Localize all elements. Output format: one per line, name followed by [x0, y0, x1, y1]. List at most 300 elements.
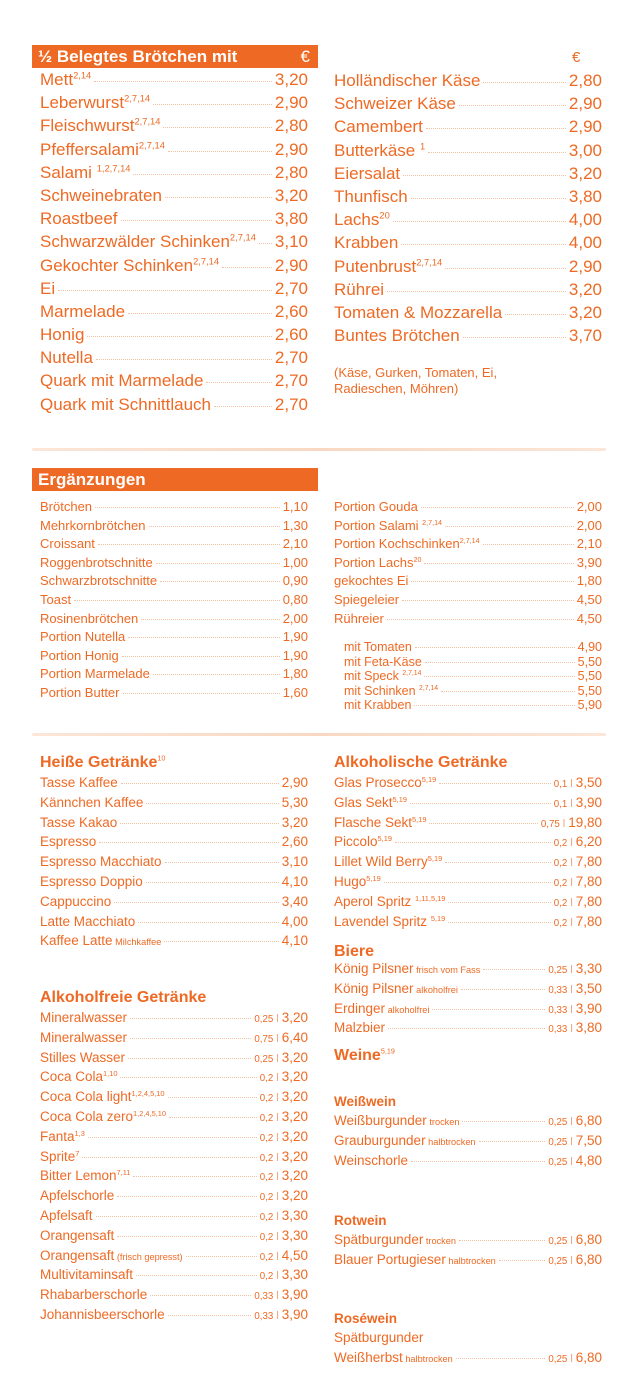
volume-unit: l — [276, 1230, 279, 1243]
menu-item-price: 3,20 — [281, 1069, 308, 1085]
menu-item-name-text: Schwarzbrotschnitte — [40, 573, 158, 589]
volume-unit: l — [570, 778, 573, 790]
buntes-note — [334, 365, 602, 397]
menu-item-price: 3,20 — [281, 1168, 308, 1184]
menu-item-price: 5,50 — [577, 669, 602, 683]
dot-leader — [160, 581, 280, 582]
volume-unit: l — [570, 797, 573, 810]
soft-drinks-list — [40, 1010, 308, 1327]
menu-item-name — [334, 280, 384, 300]
menu-item-allergen-sup: 1,2,7,14 — [96, 163, 131, 174]
buntes-note-line1: (Käse, Gurken, Tomaten, Ei, — [334, 365, 498, 380]
menu-item-name-text: Schweizer Käse — [334, 94, 456, 114]
menu-item — [40, 666, 308, 685]
menu-item — [334, 257, 602, 280]
menu-item-name-text: Portion Marmelade — [40, 666, 150, 682]
menu-item-name — [334, 981, 458, 996]
menu-item-name-text: Weißburgunder — [334, 1113, 427, 1128]
menu-item-price: 3,20 — [281, 1148, 308, 1164]
menu-item-name — [40, 518, 146, 533]
menu-item-name-text: Marmelade — [40, 301, 126, 321]
volume-unit: l — [276, 1013, 279, 1025]
menu-item-allergen-sup: 5,19 — [427, 854, 443, 863]
menu-item-price: 7,80 — [575, 873, 602, 889]
dot-leader — [165, 862, 279, 863]
menu-item-volume: 0,1 — [553, 798, 568, 810]
menu-item — [334, 536, 602, 555]
menu-item-price: 4,10 — [281, 873, 308, 889]
menu-item-allergen-sup: 5,19 — [366, 873, 381, 883]
menu-item — [334, 141, 602, 164]
menu-item — [334, 698, 602, 713]
menu-item-name-text: Portion Lachs — [334, 554, 414, 570]
menu-item-name-text: Weinschorle — [334, 1152, 409, 1168]
menu-item-name-text: Sprite — [40, 1148, 76, 1164]
menu-item-price: 2,70 — [274, 278, 308, 298]
menu-item-name — [334, 1232, 456, 1247]
menu-item-price: 2,10 — [576, 536, 602, 552]
menu-item — [40, 348, 308, 371]
menu-item-price: 3,00 — [568, 140, 602, 160]
menu-item — [40, 395, 308, 418]
menu-item — [40, 1109, 308, 1129]
dot-leader — [96, 359, 272, 360]
menu-item-price: 2,00 — [576, 517, 602, 533]
menu-item-name — [40, 1307, 165, 1322]
volume-unit: l — [276, 1270, 279, 1283]
dot-leader — [120, 823, 278, 824]
menu-item — [40, 536, 308, 555]
dot-leader — [82, 1157, 256, 1158]
menu-item — [334, 555, 602, 574]
dot-leader — [128, 313, 272, 314]
menu-item-name — [40, 933, 161, 948]
menu-item-name — [334, 795, 407, 810]
menu-item-price: 3,70 — [568, 326, 602, 346]
menu-item — [40, 914, 308, 934]
menu-item-name — [40, 1030, 127, 1045]
menu-item-price: 3,40 — [281, 893, 308, 909]
red-wine-title: Rotwein — [334, 1213, 387, 1228]
menu-item-price: 3,20 — [281, 1128, 308, 1144]
menu-item — [334, 834, 602, 854]
menu-item-note: alkoholfrei — [385, 1004, 430, 1015]
menu-item-volume: 0,33 — [254, 1291, 274, 1303]
menu-item-name-text: Buntes Brötchen — [334, 326, 460, 346]
menu-item-price: 3,80 — [575, 1020, 602, 1036]
menu-item — [334, 854, 602, 874]
menu-item-price: 7,80 — [575, 893, 602, 909]
menu-item — [40, 1287, 308, 1307]
menu-item-price: 4,10 — [281, 933, 308, 949]
dot-leader — [206, 382, 271, 383]
menu-item-price: 7,80 — [575, 913, 602, 929]
volume-unit: l — [570, 1155, 573, 1168]
volume-unit: l — [570, 857, 573, 870]
menu-item-name-text: Krabben — [334, 233, 399, 253]
dot-leader — [58, 290, 272, 291]
menu-item-volume: 0,2 — [259, 1192, 274, 1204]
menu-item-price: 2,70 — [274, 348, 308, 368]
menu-item-price: 2,80 — [274, 116, 308, 136]
volume-unit: l — [570, 1135, 573, 1148]
dot-leader — [401, 244, 566, 245]
volume-unit: l — [276, 1111, 279, 1124]
menu-item-name-text: Apfelschorle — [40, 1188, 115, 1204]
menu-item-price: 2,00 — [576, 499, 602, 514]
dot-leader — [94, 81, 272, 82]
menu-item-name — [40, 874, 143, 889]
dot-leader — [387, 619, 574, 620]
menu-item-name-text: Mett — [40, 70, 74, 89]
menu-item-name-text: Johannisbeerschorle — [40, 1306, 165, 1322]
menu-item-name — [334, 1020, 385, 1035]
menu-item — [40, 1248, 308, 1268]
dot-leader — [168, 1097, 257, 1098]
volume-unit: l — [276, 1032, 279, 1045]
menu-item-name — [40, 395, 211, 415]
dot-leader — [462, 1121, 545, 1122]
menu-item-price: 2,70 — [274, 394, 308, 414]
menu-item-name-text: Grauburgunder — [334, 1132, 426, 1148]
menu-item-name-text: Spiegeleier — [334, 591, 400, 607]
white-wine-title: Weißwein — [334, 1094, 397, 1109]
menu-item-price: 3,20 — [274, 70, 308, 89]
menu-item — [334, 669, 602, 684]
menu-item-name — [334, 536, 480, 551]
menu-item-name-text: Portion Salami — [334, 517, 423, 533]
menu-item — [334, 326, 602, 349]
menu-item-price: 2,60 — [274, 301, 308, 321]
menu-item-volume: 0,2 — [259, 1211, 274, 1223]
sandwich-currency: € — [300, 46, 310, 66]
dot-leader — [414, 705, 574, 706]
menu-item-price: 6,80 — [575, 1251, 602, 1267]
menu-item-name — [40, 1089, 165, 1104]
menu-item-name — [40, 1129, 85, 1144]
dot-leader — [426, 128, 566, 129]
menu-item-price: 1,90 — [282, 647, 308, 663]
volume-unit: l — [276, 1309, 279, 1322]
menu-item — [40, 256, 308, 279]
dot-leader — [432, 1009, 545, 1010]
dot-leader — [133, 174, 271, 175]
menu-item-name — [40, 1109, 166, 1124]
volume-unit: l — [276, 1171, 279, 1184]
volume-unit: l — [276, 1092, 279, 1105]
sandwich-currency-right: € — [572, 49, 581, 66]
menu-item-name — [334, 71, 480, 91]
menu-item-volume: 0,25 — [254, 1014, 274, 1025]
menu-item-name-text: Ei — [40, 278, 56, 298]
menu-item-name — [40, 573, 157, 588]
menu-item — [334, 1350, 602, 1370]
menu-item-volume: 0,33 — [548, 984, 568, 996]
menu-item — [334, 815, 602, 835]
menu-item-price: 3,90 — [576, 554, 602, 570]
menu-item-price: 0,90 — [282, 573, 308, 589]
dot-leader — [96, 1216, 257, 1217]
dot-leader — [138, 922, 278, 923]
menu-item-price: 3,30 — [281, 1207, 308, 1223]
menu-item-name — [40, 70, 91, 90]
extras-list-right — [334, 499, 602, 629]
menu-item-name — [40, 279, 55, 299]
menu-item-name-text: Eiersalat — [334, 163, 401, 183]
menu-item-name — [40, 93, 150, 113]
menu-item-name — [334, 573, 408, 588]
menu-item-price: 2,70 — [274, 371, 308, 391]
menu-item — [334, 684, 602, 699]
hot-drinks-title-sup: 10 — [157, 753, 166, 763]
menu-item-price: 1,00 — [282, 554, 308, 570]
menu-item-name-text: Espresso Doppio — [40, 873, 143, 889]
menu-item-name — [40, 186, 162, 206]
menu-item-name — [334, 914, 445, 929]
red-wine-list — [334, 1232, 602, 1272]
dot-leader — [456, 1358, 546, 1359]
menu-item-price: 5,90 — [577, 698, 602, 712]
dot-leader — [479, 1141, 546, 1142]
dot-leader — [163, 127, 271, 128]
menu-item-allergen-sup: 2,7,14 — [419, 684, 439, 692]
menu-item — [40, 834, 308, 854]
soft-drinks-title-text: Alkoholfreie Getränke — [40, 989, 207, 1006]
menu-item-name-text: mit Tomaten — [344, 640, 412, 654]
menu-item-price: 2,60 — [281, 834, 308, 850]
menu-item — [40, 555, 308, 574]
volume-unit: l — [562, 817, 566, 830]
menu-item-name — [40, 371, 203, 391]
menu-item-volume: 0,25 — [548, 1255, 568, 1267]
menu-item-name — [334, 326, 460, 346]
menu-item — [40, 209, 308, 232]
menu-item-price: 3,20 — [281, 1089, 308, 1105]
menu-item — [40, 93, 308, 116]
dot-leader — [505, 314, 566, 315]
menu-item-allergen-sup: 5,19 — [421, 774, 437, 784]
menu-item-name-text: Camembert — [334, 117, 423, 137]
menu-item-name-text: Portion Kochschinken — [334, 536, 460, 552]
rose-wine-list — [334, 1350, 602, 1370]
dot-leader — [168, 1315, 252, 1316]
dot-leader — [384, 882, 551, 883]
menu-item-note: trocken — [426, 1117, 460, 1127]
menu-item-name — [40, 834, 96, 849]
volume-unit: l — [570, 1353, 573, 1365]
menu-item-name-text: mit Schinken — [344, 683, 420, 698]
menu-item-name — [40, 795, 143, 810]
menu-item-volume: 0,33 — [254, 1310, 274, 1322]
menu-item — [334, 1020, 602, 1040]
sandwich-header — [32, 45, 318, 68]
menu-item-price: 2,90 — [281, 775, 308, 790]
menu-item-price: 3,20 — [281, 1188, 308, 1204]
menu-item-price: 1,60 — [282, 684, 308, 700]
menu-item-volume: 0,75 — [254, 1033, 274, 1045]
menu-item-name — [334, 233, 398, 253]
volume-unit: l — [276, 1072, 279, 1085]
menu-item-allergen-sup: 2,14 — [73, 70, 92, 81]
menu-item-name-text: Leberwurst — [40, 93, 125, 113]
menu-item-name — [40, 499, 92, 514]
menu-item-name-text: Mineralwasser — [40, 1029, 128, 1045]
sandwich-list-right — [334, 71, 602, 349]
menu-item-name — [334, 815, 426, 830]
menu-item-volume: 0,2 — [259, 1271, 274, 1283]
volume-unit: l — [276, 1210, 279, 1223]
menu-item-volume: 0,25 — [548, 1117, 568, 1128]
menu-item-price: 4,50 — [576, 610, 602, 626]
menu-item-allergen-sup: 2,7,14 — [229, 232, 256, 243]
menu-item — [334, 499, 602, 518]
menu-item-name — [334, 669, 421, 683]
menu-item — [334, 1153, 602, 1173]
menu-item-name — [334, 1113, 459, 1128]
menu-item-note: (frisch gepresst) — [114, 1251, 183, 1262]
wines-title-sup: 5,19 — [380, 1046, 395, 1056]
dot-leader — [120, 1077, 256, 1078]
dot-leader — [133, 1176, 256, 1177]
menu-item — [334, 655, 602, 670]
menu-item-name-text: Aperol Spritz — [334, 893, 416, 909]
menu-item — [40, 933, 308, 953]
dot-leader — [141, 619, 279, 620]
menu-item — [334, 795, 602, 815]
menu-item-name — [334, 187, 408, 207]
menu-item-name — [40, 648, 119, 663]
menu-item-volume: 0,33 — [548, 1024, 568, 1036]
menu-item-name-text: Croissant — [40, 536, 95, 552]
menu-item-price: 4,50 — [576, 591, 602, 607]
ruehrei-options — [334, 640, 602, 713]
menu-item-name — [40, 325, 84, 345]
menu-item-price: 5,50 — [577, 654, 602, 669]
dot-leader — [153, 104, 272, 105]
dot-leader — [164, 941, 278, 942]
dot-leader — [136, 1275, 257, 1276]
dot-leader — [483, 82, 565, 83]
menu-item — [334, 1252, 602, 1272]
dot-leader — [130, 1038, 251, 1039]
menu-item — [40, 302, 308, 325]
menu-item — [334, 914, 602, 934]
menu-item-price: 6,80 — [575, 1350, 602, 1365]
menu-item-price: 0,80 — [282, 591, 308, 607]
menu-item — [40, 1050, 308, 1070]
menu-item — [40, 116, 308, 139]
menu-item — [334, 518, 602, 537]
menu-item-name — [40, 1228, 114, 1243]
menu-item-price: 3,20 — [281, 1010, 308, 1025]
menu-item-volume: 0,25 — [548, 965, 568, 976]
menu-item-name — [334, 854, 442, 869]
dot-leader — [459, 105, 566, 106]
dot-leader — [128, 637, 279, 638]
dot-leader — [415, 647, 575, 648]
hot-drinks-list — [40, 775, 308, 953]
menu-item-price: 3,20 — [568, 163, 602, 183]
menu-item — [334, 894, 602, 914]
menu-item-name-text: Rhabarberschorle — [40, 1287, 148, 1303]
menu-item-name-text: Rührei — [334, 279, 385, 299]
menu-item-price: 3,20 — [274, 185, 308, 205]
menu-item-price: 2,90 — [274, 139, 308, 159]
menu-item-name-text: Malzbier — [334, 1020, 386, 1036]
menu-item-note: trocken — [423, 1236, 456, 1246]
menu-item-price: 2,90 — [568, 256, 602, 276]
volume-unit: l — [570, 1116, 573, 1128]
menu-item-name — [40, 1267, 133, 1282]
menu-item — [40, 1089, 308, 1109]
dot-leader — [441, 691, 575, 692]
dot-leader — [445, 526, 574, 527]
dot-leader — [459, 1240, 545, 1241]
menu-item-price: 2,60 — [274, 325, 308, 345]
extras-header — [32, 468, 318, 491]
sandwich-list-left — [40, 70, 308, 418]
menu-item — [334, 1113, 602, 1133]
menu-item-allergen-sup: 1,2,4,5,10 — [133, 1108, 166, 1118]
menu-item-name — [334, 874, 381, 889]
white-wine-list — [334, 1113, 602, 1172]
menu-item-price: 19,80 — [568, 814, 602, 830]
menu-item-name — [40, 1188, 114, 1203]
dot-leader — [393, 221, 566, 222]
menu-item-price: 6,20 — [575, 834, 602, 850]
menu-item-volume: 0,1 — [553, 779, 568, 790]
menu-item-price: 4,90 — [577, 640, 602, 654]
menu-item — [40, 1307, 308, 1327]
menu-item-price: 4,00 — [281, 913, 308, 929]
volume-unit: l — [276, 1250, 279, 1263]
menu-item-price: 3,20 — [568, 279, 602, 299]
dot-leader — [121, 220, 272, 221]
menu-item-price: 3,30 — [281, 1227, 308, 1243]
menu-item-name — [334, 894, 445, 909]
menu-item-name — [40, 854, 162, 869]
dot-leader — [411, 198, 566, 199]
menu-item-price: 4,00 — [568, 210, 602, 230]
menu-item-name-text: Hugo — [334, 873, 367, 889]
volume-unit: l — [570, 837, 573, 850]
menu-item-name-text: Roggenbrotschnitte — [40, 554, 153, 570]
volume-unit: l — [570, 983, 573, 996]
menu-item-name-text: Kaffee Latte — [40, 933, 113, 949]
menu-item-name-text: König Pilsner — [334, 961, 414, 976]
menu-item-name-text: Apfelsaft — [40, 1207, 93, 1223]
volume-unit: l — [276, 1191, 279, 1204]
menu-item — [40, 894, 308, 914]
menu-item-name-text: Honig — [40, 325, 85, 345]
menu-item-name-text: Portion Butter — [40, 684, 120, 700]
menu-item-note: frisch vom Fass — [413, 965, 481, 975]
menu-item-name — [40, 348, 93, 368]
menu-item-name — [40, 256, 219, 276]
dot-leader — [429, 823, 537, 824]
dot-leader — [403, 175, 566, 176]
section-divider-1 — [32, 448, 606, 451]
menu-item-allergen-sup: 5,19 — [412, 814, 427, 824]
menu-item-price: 2,80 — [568, 71, 602, 90]
menu-item-price: 1,10 — [282, 499, 308, 514]
dot-leader — [421, 507, 574, 508]
menu-item — [334, 592, 602, 611]
menu-item — [40, 1267, 308, 1287]
menu-item-price: 3,50 — [575, 775, 602, 790]
dot-leader — [411, 1161, 545, 1162]
menu-item — [40, 1010, 308, 1030]
